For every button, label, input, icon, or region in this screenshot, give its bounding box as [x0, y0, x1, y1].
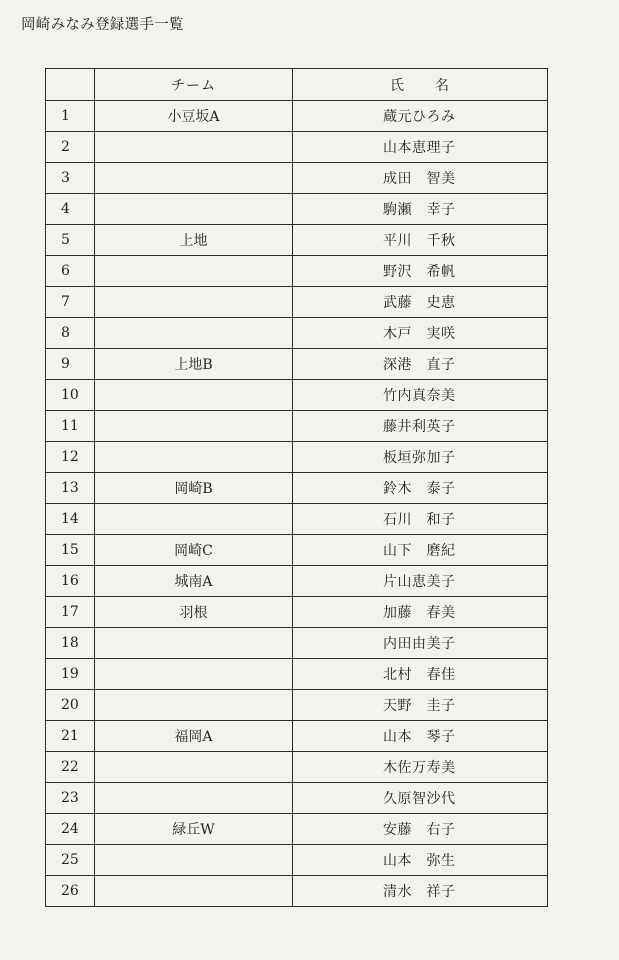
row-team: 上地 — [95, 225, 293, 256]
row-number: 12 — [46, 442, 95, 473]
row-team: 城南A — [95, 566, 293, 597]
header-number — [46, 69, 95, 101]
row-number: 25 — [46, 845, 95, 876]
row-name: 久原智沙代 — [293, 783, 548, 814]
row-number: 20 — [46, 690, 95, 721]
row-team — [95, 380, 293, 411]
row-name: 成田 智美 — [293, 163, 548, 194]
row-number: 9 — [46, 349, 95, 380]
row-number: 5 — [46, 225, 95, 256]
row-number: 18 — [46, 628, 95, 659]
row-name: 武藤 史恵 — [293, 287, 548, 318]
table-row — [46, 132, 548, 163]
page-title: 岡崎みなみ登録選手一覧 — [21, 17, 184, 33]
row-name: 木佐万寿美 — [293, 752, 548, 783]
row-number: 2 — [46, 132, 95, 163]
row-team — [95, 287, 293, 318]
row-team — [95, 659, 293, 690]
table-row — [46, 163, 548, 194]
table-row — [46, 287, 548, 318]
table-row — [46, 442, 548, 473]
row-name: 清水 祥子 — [293, 876, 548, 907]
row-team: 上地B — [95, 349, 293, 380]
row-number: 23 — [46, 783, 95, 814]
row-number: 16 — [46, 566, 95, 597]
row-name: 板垣弥加子 — [293, 442, 548, 473]
header-row — [46, 69, 548, 101]
row-name: 内田由美子 — [293, 628, 548, 659]
row-team: 岡崎C — [95, 535, 293, 566]
row-team — [95, 690, 293, 721]
row-name: 山本 琴子 — [293, 721, 548, 752]
header-name: 氏 名 — [293, 69, 548, 101]
table-row — [46, 628, 548, 659]
row-team: 岡崎B — [95, 473, 293, 504]
row-team — [95, 194, 293, 225]
table-row — [46, 876, 548, 907]
row-number: 22 — [46, 752, 95, 783]
table-row — [46, 380, 548, 411]
row-number: 19 — [46, 659, 95, 690]
row-name: 加藤 春美 — [293, 597, 548, 628]
row-name: 安藤 右子 — [293, 814, 548, 845]
header-team: チーム — [95, 69, 293, 101]
row-name: 天野 圭子 — [293, 690, 548, 721]
row-number: 13 — [46, 473, 95, 504]
row-team — [95, 411, 293, 442]
row-name: 蔵元ひろみ — [293, 101, 548, 132]
row-number: 1 — [46, 101, 95, 132]
table-row — [46, 597, 548, 628]
table-row — [46, 349, 548, 380]
row-number: 21 — [46, 721, 95, 752]
row-number: 8 — [46, 318, 95, 349]
row-team — [95, 132, 293, 163]
row-team — [95, 628, 293, 659]
row-name: 片山恵美子 — [293, 566, 548, 597]
row-number: 15 — [46, 535, 95, 566]
row-team: 小豆坂A — [95, 101, 293, 132]
row-team — [95, 783, 293, 814]
row-team — [95, 318, 293, 349]
row-number: 11 — [46, 411, 95, 442]
table-row — [46, 721, 548, 752]
row-team — [95, 752, 293, 783]
row-name: 平川 千秋 — [293, 225, 548, 256]
table-row — [46, 659, 548, 690]
row-number: 7 — [46, 287, 95, 318]
row-name: 野沢 希帆 — [293, 256, 548, 287]
row-name: 駒瀬 幸子 — [293, 194, 548, 225]
row-name: 山下 磨紀 — [293, 535, 548, 566]
table-row — [46, 845, 548, 876]
table-row — [46, 814, 548, 845]
row-team — [95, 163, 293, 194]
table-row — [46, 225, 548, 256]
table-row — [46, 566, 548, 597]
row-number: 17 — [46, 597, 95, 628]
row-team — [95, 256, 293, 287]
table-row — [46, 101, 548, 132]
player-table — [45, 68, 548, 907]
row-name: 木戸 実咲 — [293, 318, 548, 349]
row-number: 24 — [46, 814, 95, 845]
row-number: 4 — [46, 194, 95, 225]
row-team — [95, 504, 293, 535]
table-row — [46, 535, 548, 566]
row-name: 山本 弥生 — [293, 845, 548, 876]
table-row — [46, 411, 548, 442]
table-row — [46, 752, 548, 783]
row-team — [95, 845, 293, 876]
row-number: 3 — [46, 163, 95, 194]
table-row — [46, 256, 548, 287]
table-row — [46, 690, 548, 721]
row-name: 北村 春佳 — [293, 659, 548, 690]
row-name: 石川 和子 — [293, 504, 548, 535]
row-team: 羽根 — [95, 597, 293, 628]
table-row — [46, 504, 548, 535]
table-row — [46, 473, 548, 504]
row-name: 深港 直子 — [293, 349, 548, 380]
row-name: 藤井利英子 — [293, 411, 548, 442]
row-team: 緑丘W — [95, 814, 293, 845]
row-team — [95, 876, 293, 907]
row-team: 福岡A — [95, 721, 293, 752]
row-number: 26 — [46, 876, 95, 907]
table-row — [46, 318, 548, 349]
row-team — [95, 442, 293, 473]
table-row — [46, 194, 548, 225]
table-row — [46, 783, 548, 814]
row-name: 山本恵理子 — [293, 132, 548, 163]
row-name: 鈴木 泰子 — [293, 473, 548, 504]
row-name: 竹内真奈美 — [293, 380, 548, 411]
row-number: 6 — [46, 256, 95, 287]
row-number: 10 — [46, 380, 95, 411]
row-number: 14 — [46, 504, 95, 535]
